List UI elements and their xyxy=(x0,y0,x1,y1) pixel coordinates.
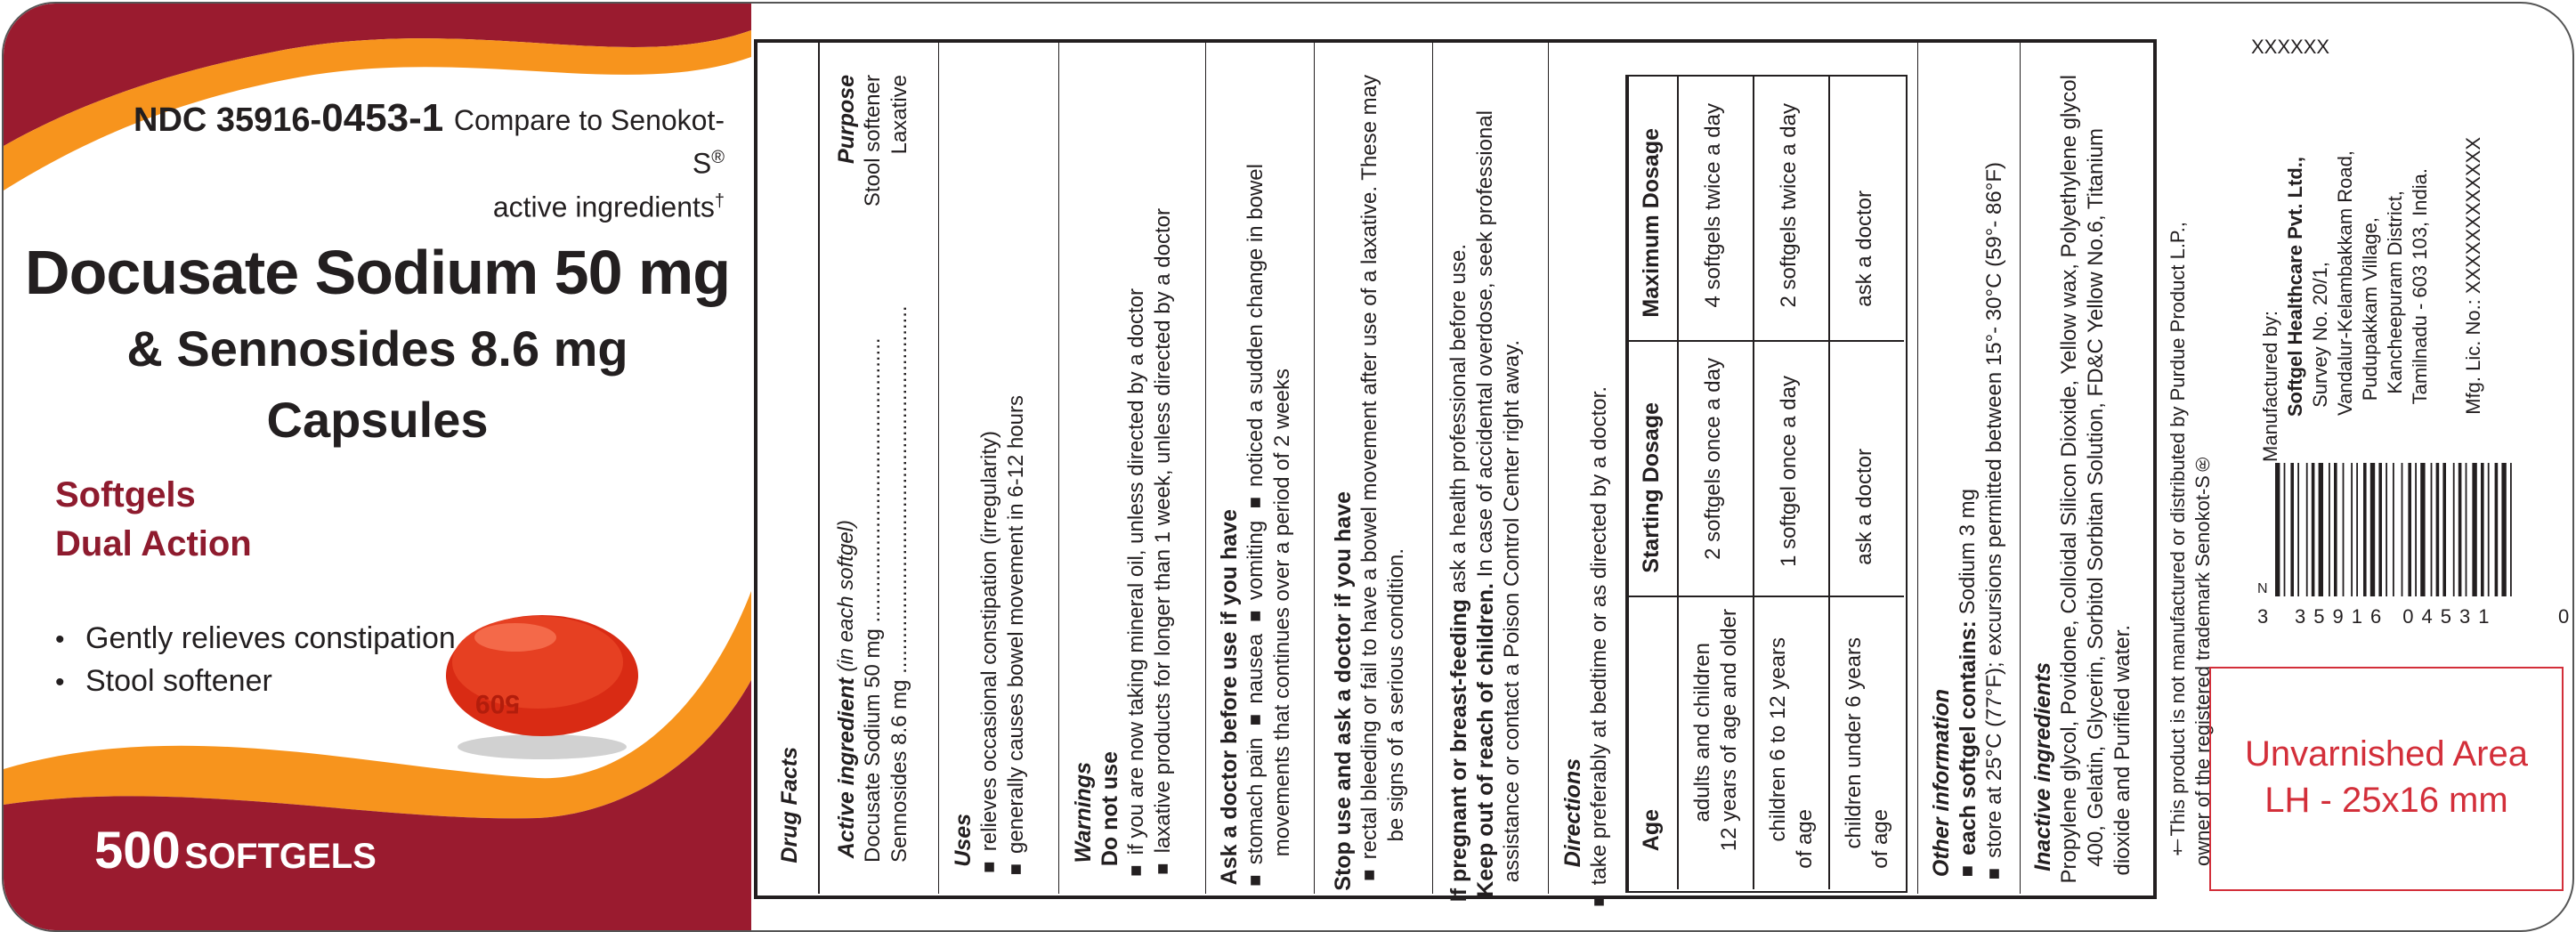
table-header-age: Age xyxy=(1639,809,1664,852)
unvarnished-line2: LH - 25x16 mm xyxy=(2264,781,2508,820)
inactive-line2: 400, Gelatin, Glycerin, Sorbitol Sorbitan Solution, FD&C Yellow No.6, Titanium xyxy=(2084,128,2108,867)
table-row: children 6 to 12 years xyxy=(1766,637,1790,842)
mfr-address: Survey No. 20/1, xyxy=(2309,262,2331,408)
benefit-item: • Gently relieves constipation xyxy=(55,618,456,661)
column-divider xyxy=(818,41,820,894)
table-cell: 2 softgels twice a day xyxy=(1777,103,1801,308)
inactive-line1: Propylene glycol, Povidone, Colloidal Silicon Dioxide, Yellow wax, Polyethylene glycol xyxy=(2057,75,2081,884)
table-row: children under 6 years xyxy=(1842,637,1866,849)
table-divider xyxy=(1753,75,1754,889)
other-info-heading: Other information xyxy=(1929,689,1954,878)
purpose-heading: Purpose xyxy=(834,75,859,165)
table-cell: ask a doctor xyxy=(1852,190,1876,307)
table-row: 12 years of age and older xyxy=(1717,609,1741,852)
unvarnished-line1: Unvarnished Area xyxy=(2245,734,2528,774)
keep-out-of-reach-line2: assistance or contact a Poison Control Center right away. xyxy=(1500,340,1524,883)
mfg-license: Mfg. Lic. No.: XXXXXXXXXXXX xyxy=(2462,137,2484,415)
ask-doctor-line1: ■ stomach pain ■ nausea ■ vomiting ■ noticed a sudden change in bowel xyxy=(1243,164,1268,893)
product-title-line3: Capsules xyxy=(266,392,489,448)
stop-use-line1: ■ rectal bleeding or fail to have a bowel movement after use of a laxative. These may xyxy=(1357,75,1381,887)
compare-statement: Compare to Senokot-S® active ingredients† xyxy=(453,104,725,223)
mfr-heading: Manufactured by: xyxy=(2259,311,2281,462)
uses-heading: Uses xyxy=(951,814,976,867)
table-header-maximum: Maximum Dosage xyxy=(1639,128,1664,318)
ingredient-purpose-2: Laxative xyxy=(887,75,911,155)
mfr-address: Pudupakkam Village, xyxy=(2359,217,2381,401)
svg-text:0: 0 xyxy=(2558,605,2570,627)
column-divider xyxy=(1917,41,1918,894)
placeholder-code: XXXXXX xyxy=(2251,36,2330,58)
table-divider xyxy=(1625,596,1904,597)
benefit-list xyxy=(55,618,456,703)
table-cell: ask a doctor xyxy=(1852,449,1876,565)
svg-text:35916 04531: 35916 04531 xyxy=(2295,605,2498,627)
unvarnished-area xyxy=(2209,667,2564,891)
column-divider xyxy=(1314,41,1315,894)
column-divider xyxy=(1432,41,1433,894)
ask-doctor-heading: Ask a doctor before use if you have xyxy=(1217,509,1242,886)
column-divider xyxy=(2020,41,2021,894)
svg-text:N: N xyxy=(2257,581,2268,596)
pregnant-warning: If pregnant or breast-feeding ask a health professional before use. xyxy=(1446,244,1471,903)
product-title-line2: & Sennosides 8.6 mg xyxy=(126,320,628,377)
mfr-address: Tamilnadu - 603 103, India. xyxy=(2409,168,2431,405)
mfr-company: Softgel Healthcare Pvt. Ltd., xyxy=(2284,157,2306,417)
claim-softgels: Softgels xyxy=(55,475,196,515)
column-divider xyxy=(938,41,939,894)
table-divider xyxy=(1828,75,1830,889)
directions-text: ■ take preferably at bedtime or as directed by a doctor. xyxy=(1587,386,1611,913)
front-panel xyxy=(4,4,751,930)
ask-doctor-line2: movements that continues over a period of 2 weeks xyxy=(1270,369,1294,857)
inactive-heading: Inactive ingredients xyxy=(2030,662,2055,871)
table-row: of age xyxy=(1793,809,1817,869)
keep-out-of-reach: Keep out of reach of children. In case of accidental overdose, seek professional xyxy=(1473,110,1498,897)
warnings-heading: Warnings xyxy=(1071,762,1096,863)
footnote-line2: owner of the registered trademark Senokot-S® xyxy=(2191,453,2214,867)
svg-text:3: 3 xyxy=(2257,605,2269,627)
other-info-line1: ■ each softgel contains: Sodium 3 mg xyxy=(1956,489,1981,884)
active-ingredient-heading: Active ingredient (in each softgel) xyxy=(834,520,859,859)
table-cell: 4 softgels twice a day xyxy=(1701,103,1725,308)
mfr-address: Kancheepuram District, xyxy=(2384,190,2406,394)
table-cell: 1 softgel once a day xyxy=(1777,376,1801,567)
benefit-item: • Stool softener xyxy=(55,661,456,703)
stop-use-line2: be signs of a serious condition. xyxy=(1384,548,1408,842)
product-title-line1: Docusate Sodium 50 mg xyxy=(25,238,730,307)
package-count: 500 SOFTGELS xyxy=(94,822,377,879)
mfr-address: Vandalur-Kelambakkam Road, xyxy=(2334,150,2356,416)
ingredient-row-2: Sennosides 8.6 mg .............................................................. xyxy=(887,305,911,863)
table-header-starting: Starting Dosage xyxy=(1639,402,1664,573)
column-divider xyxy=(1548,41,1549,894)
column-divider xyxy=(1058,41,1059,894)
table-row: of age xyxy=(1868,809,1892,869)
inactive-line3: dioxide and Purified water. xyxy=(2110,625,2135,876)
other-info-line2: ■ store at 25°C (77°F); excursions permitted between 15°- 30°C (59°- 86°F) xyxy=(1982,162,2006,887)
capsule-image xyxy=(446,615,638,736)
svg-text:509: 509 xyxy=(474,689,520,718)
do-not-use-item: ■ if you are now taking mineral oil, unless directed by a doctor xyxy=(1124,288,1148,883)
column-divider xyxy=(1205,41,1206,894)
do-not-use-item: ■ laxative products for longer than 1 week, unless directed by a doctor xyxy=(1151,208,1175,881)
drug-facts-title: Drug Facts xyxy=(777,747,802,863)
stop-use-heading: Stop use and ask a doctor if you have xyxy=(1331,491,1356,891)
table-cell: 2 softgels once a day xyxy=(1701,358,1725,560)
ingredient-purpose-1: Stool softener xyxy=(861,75,885,207)
product-label xyxy=(2,2,2574,932)
ingredient-row-1: Docusate Sodium 50 mg ................................................ xyxy=(861,337,885,863)
directions-heading: Directions xyxy=(1560,758,1585,868)
table-divider xyxy=(1677,75,1679,889)
footnote-line1: †This product is not manufactured or distributed by Purdue Product L.P., xyxy=(2167,222,2189,859)
uses-item: ■ relieves occasional constipation (irregularity) xyxy=(977,431,1001,879)
claim-dual-action: Dual Action xyxy=(55,524,252,563)
ndc-number: NDC 35916-0453-1 xyxy=(134,96,444,140)
table-divider xyxy=(1625,340,1904,342)
uses-item: ■ generally causes bowel movement in 6-12 hours xyxy=(1004,395,1028,882)
barcode xyxy=(2256,459,2574,627)
table-row: adults and children xyxy=(1690,643,1714,823)
do-not-use-heading: Do not use xyxy=(1098,751,1122,867)
